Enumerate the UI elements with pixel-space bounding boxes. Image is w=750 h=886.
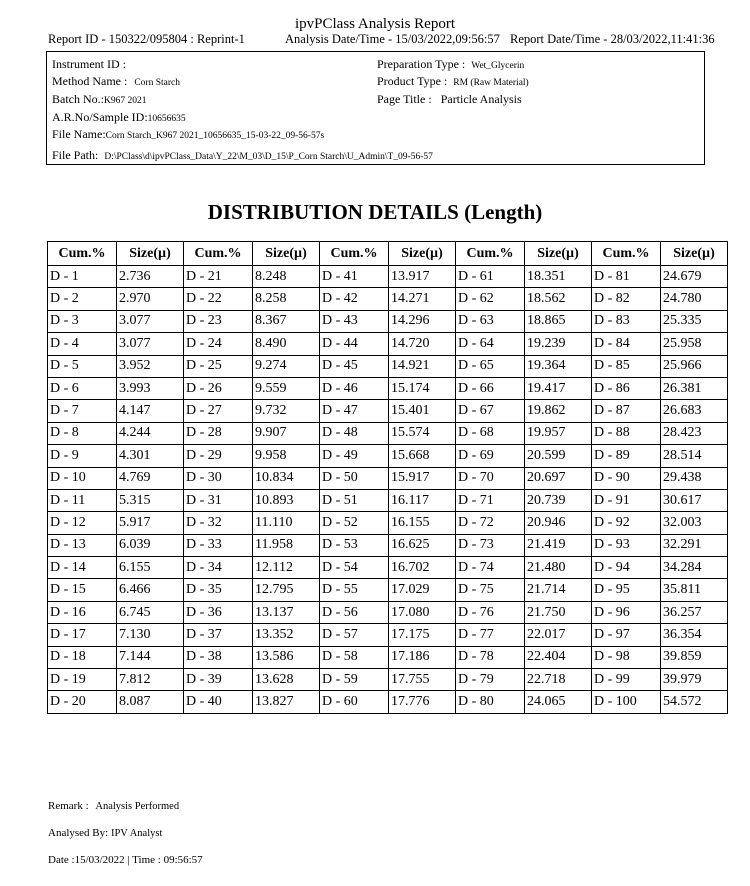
size-cell: 13.917 — [389, 266, 456, 288]
table-row — [48, 467, 728, 489]
size-cell: 19.364 — [525, 355, 592, 377]
size-cell: 22.718 — [525, 669, 592, 691]
size-cell: 7.130 — [117, 624, 184, 646]
table-row — [48, 624, 728, 646]
cum-percent-cell: D - 6 — [48, 377, 117, 399]
cum-percent-cell: D - 83 — [592, 310, 661, 332]
table-row — [48, 355, 728, 377]
cum-percent-cell: D - 37 — [184, 624, 253, 646]
column-header: Cum.% — [184, 242, 253, 266]
size-cell: 4.147 — [117, 400, 184, 422]
table-row — [48, 601, 728, 623]
sample-id-row — [52, 110, 186, 126]
size-cell: 17.175 — [389, 624, 456, 646]
column-header: Size(µ) — [253, 242, 320, 266]
preparation-type-value: Wet_Glycerin — [471, 61, 525, 71]
batch-no-row — [52, 92, 147, 108]
size-cell: 28.514 — [661, 445, 728, 467]
cum-percent-cell: D - 15 — [48, 579, 117, 601]
size-cell: 21.714 — [525, 579, 592, 601]
cum-percent-cell: D - 22 — [184, 288, 253, 310]
method-name-row — [52, 74, 180, 90]
cum-percent-cell: D - 41 — [320, 266, 389, 288]
remark-label: Remark : — [48, 800, 89, 812]
cum-percent-cell: D - 19 — [48, 669, 117, 691]
size-cell: 18.351 — [525, 266, 592, 288]
size-cell: 15.668 — [389, 445, 456, 467]
cum-percent-cell: D - 17 — [48, 624, 117, 646]
cum-percent-cell: D - 42 — [320, 288, 389, 310]
distribution-table — [47, 241, 728, 714]
cum-percent-cell: D - 82 — [592, 288, 661, 310]
analysed-by-row — [48, 826, 162, 841]
size-cell: 24.780 — [661, 288, 728, 310]
size-cell: 6.466 — [117, 579, 184, 601]
analysed-by-value: IPV Analyst — [110, 828, 163, 839]
size-cell: 5.315 — [117, 489, 184, 511]
size-cell: 8.258 — [253, 288, 320, 310]
size-cell: 20.697 — [525, 467, 592, 489]
size-cell: 20.599 — [525, 445, 592, 467]
cum-percent-cell: D - 1 — [48, 266, 117, 288]
size-cell: 13.352 — [253, 624, 320, 646]
table-row — [48, 646, 728, 668]
table-row — [48, 557, 728, 579]
product-type-label: Product Type : — [377, 74, 448, 88]
cum-percent-cell: D - 20 — [48, 691, 117, 713]
size-cell: 9.907 — [253, 422, 320, 444]
cum-percent-cell: D - 9 — [48, 445, 117, 467]
cum-percent-cell: D - 90 — [592, 467, 661, 489]
page-title-row — [377, 92, 522, 106]
table-row — [48, 669, 728, 691]
report-id: Report ID - 150322/095804 : Reprint-1 — [48, 32, 245, 46]
cum-percent-cell: D - 10 — [48, 467, 117, 489]
cum-percent-cell: D - 74 — [456, 557, 525, 579]
cum-percent-cell: D - 27 — [184, 400, 253, 422]
remark-row — [48, 799, 179, 814]
size-cell: 7.812 — [117, 669, 184, 691]
cum-percent-cell: D - 52 — [320, 512, 389, 534]
report-title: ipvPClass Analysis Report — [294, 16, 455, 32]
size-cell: 22.017 — [525, 624, 592, 646]
cum-percent-cell: D - 8 — [48, 422, 117, 444]
size-cell: 22.404 — [525, 646, 592, 668]
product-type-row — [377, 74, 529, 90]
remark-value: Analysis Performed — [95, 801, 180, 812]
report-datetime: Report Date/Time - 28/03/2022,11:41:36 — [510, 32, 715, 46]
size-cell: 11.958 — [253, 534, 320, 556]
cum-percent-cell: D - 95 — [592, 579, 661, 601]
cum-percent-cell: D - 43 — [320, 310, 389, 332]
file-name-label: File Name: — [52, 127, 106, 141]
cum-percent-cell: D - 56 — [320, 601, 389, 623]
cum-percent-cell: D - 62 — [456, 288, 525, 310]
cum-percent-cell: D - 77 — [456, 624, 525, 646]
cum-percent-cell: D - 35 — [184, 579, 253, 601]
size-cell: 35.811 — [661, 579, 728, 601]
size-cell: 26.683 — [661, 400, 728, 422]
size-cell: 21.480 — [525, 557, 592, 579]
cum-percent-cell: D - 63 — [456, 310, 525, 332]
cum-percent-cell: D - 94 — [592, 557, 661, 579]
size-cell: 9.732 — [253, 400, 320, 422]
cum-percent-cell: D - 23 — [184, 310, 253, 332]
cum-percent-cell: D - 99 — [592, 669, 661, 691]
size-cell: 39.859 — [661, 646, 728, 668]
size-cell: 9.559 — [253, 377, 320, 399]
size-cell: 17.755 — [389, 669, 456, 691]
date-time-row: Date :15/03/2022 | Time : 09:56:57 — [48, 854, 203, 866]
size-cell: 13.586 — [253, 646, 320, 668]
size-cell: 29.438 — [661, 467, 728, 489]
size-cell: 3.952 — [117, 355, 184, 377]
file-path-label: File Path: — [52, 148, 99, 162]
cum-percent-cell: D - 48 — [320, 422, 389, 444]
size-cell: 19.862 — [525, 400, 592, 422]
size-cell: 8.490 — [253, 333, 320, 355]
cum-percent-cell: D - 39 — [184, 669, 253, 691]
sample-id-label: A.R.No/Sample ID: — [52, 110, 148, 124]
cum-percent-cell: D - 79 — [456, 669, 525, 691]
file-path-value: D:\PClass\d\ipvPClass_Data\Y_22\M_03\D_15\P_Corn Starch\U_Admin\T_09-56-57 — [104, 152, 433, 162]
size-cell: 9.958 — [253, 445, 320, 467]
size-cell: 19.417 — [525, 377, 592, 399]
size-cell: 28.423 — [661, 422, 728, 444]
cum-percent-cell: D - 86 — [592, 377, 661, 399]
size-cell: 19.957 — [525, 422, 592, 444]
cum-percent-cell: D - 34 — [184, 557, 253, 579]
size-cell: 32.291 — [661, 534, 728, 556]
method-name-value: Corn Starch — [134, 78, 180, 88]
cum-percent-cell: D - 98 — [592, 646, 661, 668]
table-row — [48, 579, 728, 601]
table-row — [48, 310, 728, 332]
size-cell: 4.244 — [117, 422, 184, 444]
size-cell: 16.117 — [389, 489, 456, 511]
cum-percent-cell: D - 85 — [592, 355, 661, 377]
size-cell: 4.301 — [117, 445, 184, 467]
cum-percent-cell: D - 84 — [592, 333, 661, 355]
size-cell: 26.381 — [661, 377, 728, 399]
cum-percent-cell: D - 66 — [456, 377, 525, 399]
cum-percent-cell: D - 31 — [184, 489, 253, 511]
analysed-by-label: Analysed By: — [48, 827, 109, 839]
cum-percent-cell: D - 64 — [456, 333, 525, 355]
cum-percent-cell: D - 55 — [320, 579, 389, 601]
preparation-type-label: Preparation Type : — [377, 57, 466, 71]
table-header-row — [48, 242, 728, 266]
column-header: Cum.% — [320, 242, 389, 266]
size-cell: 17.080 — [389, 601, 456, 623]
cum-percent-cell: D - 13 — [48, 534, 117, 556]
size-cell: 6.155 — [117, 557, 184, 579]
table-row — [48, 266, 728, 288]
size-cell: 4.769 — [117, 467, 184, 489]
cum-percent-cell: D - 53 — [320, 534, 389, 556]
size-cell: 15.174 — [389, 377, 456, 399]
size-cell: 25.966 — [661, 355, 728, 377]
size-cell: 25.335 — [661, 310, 728, 332]
column-header: Cum.% — [592, 242, 661, 266]
cum-percent-cell: D - 97 — [592, 624, 661, 646]
size-cell: 17.776 — [389, 691, 456, 713]
size-cell: 18.865 — [525, 310, 592, 332]
size-cell: 3.077 — [117, 333, 184, 355]
analysis-datetime: Analysis Date/Time - 15/03/2022,09:56:57 — [285, 32, 500, 46]
size-cell: 16.155 — [389, 512, 456, 534]
size-cell: 30.617 — [661, 489, 728, 511]
cum-percent-cell: D - 93 — [592, 534, 661, 556]
cum-percent-cell: D - 80 — [456, 691, 525, 713]
size-cell: 14.296 — [389, 310, 456, 332]
cum-percent-cell: D - 47 — [320, 400, 389, 422]
cum-percent-cell: D - 88 — [592, 422, 661, 444]
size-cell: 7.144 — [117, 646, 184, 668]
file-path-row — [52, 148, 433, 164]
cum-percent-cell: D - 7 — [48, 400, 117, 422]
size-cell: 21.750 — [525, 601, 592, 623]
cum-percent-cell: D - 5 — [48, 355, 117, 377]
cum-percent-cell: D - 14 — [48, 557, 117, 579]
size-cell: 21.419 — [525, 534, 592, 556]
cum-percent-cell: D - 25 — [184, 355, 253, 377]
method-name-label: Method Name : — [52, 74, 128, 88]
table-row — [48, 422, 728, 444]
cum-percent-cell: D - 58 — [320, 646, 389, 668]
size-cell: 13.628 — [253, 669, 320, 691]
cum-percent-cell: D - 40 — [184, 691, 253, 713]
size-cell: 16.625 — [389, 534, 456, 556]
cum-percent-cell: D - 29 — [184, 445, 253, 467]
size-cell: 24.679 — [661, 266, 728, 288]
page-title-value: Particle Analysis — [440, 92, 522, 106]
cum-percent-cell: D - 81 — [592, 266, 661, 288]
cum-percent-cell: D - 69 — [456, 445, 525, 467]
cum-percent-cell: D - 61 — [456, 266, 525, 288]
size-cell: 39.979 — [661, 669, 728, 691]
size-cell: 8.087 — [117, 691, 184, 713]
size-cell: 2.736 — [117, 266, 184, 288]
size-cell: 14.921 — [389, 355, 456, 377]
cum-percent-cell: D - 89 — [592, 445, 661, 467]
table-body — [48, 266, 728, 714]
cum-percent-cell: D - 32 — [184, 512, 253, 534]
cum-percent-cell: D - 2 — [48, 288, 117, 310]
cum-percent-cell: D - 44 — [320, 333, 389, 355]
size-cell: 15.401 — [389, 400, 456, 422]
cum-percent-cell: D - 30 — [184, 467, 253, 489]
cum-percent-cell: D - 75 — [456, 579, 525, 601]
size-cell: 18.562 — [525, 288, 592, 310]
size-cell: 9.274 — [253, 355, 320, 377]
cum-percent-cell: D - 67 — [456, 400, 525, 422]
cum-percent-cell: D - 45 — [320, 355, 389, 377]
cum-percent-cell: D - 54 — [320, 557, 389, 579]
size-cell: 14.720 — [389, 333, 456, 355]
cum-percent-cell: D - 76 — [456, 601, 525, 623]
cum-percent-cell: D - 92 — [592, 512, 661, 534]
cum-percent-cell: D - 38 — [184, 646, 253, 668]
cum-percent-cell: D - 70 — [456, 467, 525, 489]
size-cell: 17.029 — [389, 579, 456, 601]
sample-id-value: 10656635 — [147, 114, 186, 124]
file-name-value: Corn Starch_K967 2021_10656635_15-03-22_09-56-57s — [105, 131, 325, 141]
batch-no-value: K967 2021 — [104, 96, 147, 106]
column-header: Size(µ) — [389, 242, 456, 266]
size-cell: 2.970 — [117, 288, 184, 310]
instrument-id-label: Instrument ID : — [52, 57, 126, 71]
product-type-value: RM (Raw Material) — [453, 78, 529, 88]
cum-percent-cell: D - 24 — [184, 333, 253, 355]
section-title: DISTRIBUTION DETAILS (Length) — [207, 200, 543, 224]
column-header: Size(µ) — [525, 242, 592, 266]
table-row — [48, 691, 728, 713]
cum-percent-cell: D - 50 — [320, 467, 389, 489]
size-cell: 3.077 — [117, 310, 184, 332]
size-cell: 14.271 — [389, 288, 456, 310]
column-header: Cum.% — [48, 242, 117, 266]
cum-percent-cell: D - 11 — [48, 489, 117, 511]
cum-percent-cell: D - 78 — [456, 646, 525, 668]
cum-percent-cell: D - 46 — [320, 377, 389, 399]
cum-percent-cell: D - 36 — [184, 601, 253, 623]
size-cell: 10.893 — [253, 489, 320, 511]
table-row — [48, 445, 728, 467]
cum-percent-cell: D - 60 — [320, 691, 389, 713]
info-box — [46, 51, 705, 165]
cum-percent-cell: D - 16 — [48, 601, 117, 623]
size-cell: 12.112 — [253, 557, 320, 579]
cum-percent-cell: D - 21 — [184, 266, 253, 288]
size-cell: 32.003 — [661, 512, 728, 534]
size-cell: 6.039 — [117, 534, 184, 556]
cum-percent-cell: D - 73 — [456, 534, 525, 556]
cum-percent-cell: D - 59 — [320, 669, 389, 691]
table-row — [48, 400, 728, 422]
size-cell: 20.739 — [525, 489, 592, 511]
table-row — [48, 489, 728, 511]
cum-percent-cell: D - 57 — [320, 624, 389, 646]
size-cell: 19.239 — [525, 333, 592, 355]
cum-percent-cell: D - 87 — [592, 400, 661, 422]
file-name-row — [52, 127, 324, 143]
cum-percent-cell: D - 65 — [456, 355, 525, 377]
cum-percent-cell: D - 100 — [592, 691, 661, 713]
table-row — [48, 534, 728, 556]
column-header: Size(µ) — [117, 242, 184, 266]
size-cell: 25.958 — [661, 333, 728, 355]
column-header: Cum.% — [456, 242, 525, 266]
size-cell: 16.702 — [389, 557, 456, 579]
size-cell: 13.137 — [253, 601, 320, 623]
cum-percent-cell: D - 12 — [48, 512, 117, 534]
batch-no-label: Batch No.: — [52, 92, 104, 106]
size-cell: 36.257 — [661, 601, 728, 623]
size-cell: 17.186 — [389, 646, 456, 668]
size-cell: 6.745 — [117, 601, 184, 623]
size-cell: 13.827 — [253, 691, 320, 713]
preparation-type-row — [377, 57, 524, 73]
cum-percent-cell: D - 18 — [48, 646, 117, 668]
size-cell: 15.917 — [389, 467, 456, 489]
cum-percent-cell: D - 51 — [320, 489, 389, 511]
size-cell: 54.572 — [661, 691, 728, 713]
size-cell: 8.248 — [253, 266, 320, 288]
cum-percent-cell: D - 33 — [184, 534, 253, 556]
column-header: Size(µ) — [661, 242, 728, 266]
page-title-label: Page Title : — [377, 92, 432, 106]
size-cell: 24.065 — [525, 691, 592, 713]
cum-percent-cell: D - 28 — [184, 422, 253, 444]
size-cell: 5.917 — [117, 512, 184, 534]
table-row — [48, 288, 728, 310]
cum-percent-cell: D - 4 — [48, 333, 117, 355]
table-row — [48, 512, 728, 534]
size-cell: 11.110 — [253, 512, 320, 534]
size-cell: 3.993 — [117, 377, 184, 399]
size-cell: 20.946 — [525, 512, 592, 534]
size-cell: 36.354 — [661, 624, 728, 646]
cum-percent-cell: D - 3 — [48, 310, 117, 332]
cum-percent-cell: D - 96 — [592, 601, 661, 623]
size-cell: 15.574 — [389, 422, 456, 444]
cum-percent-cell: D - 71 — [456, 489, 525, 511]
size-cell: 12.795 — [253, 579, 320, 601]
cum-percent-cell: D - 72 — [456, 512, 525, 534]
size-cell: 10.834 — [253, 467, 320, 489]
instrument-id-row — [52, 57, 126, 73]
cum-percent-cell: D - 49 — [320, 445, 389, 467]
table-row — [48, 377, 728, 399]
table-row — [48, 333, 728, 355]
size-cell: 34.284 — [661, 557, 728, 579]
cum-percent-cell: D - 26 — [184, 377, 253, 399]
cum-percent-cell: D - 91 — [592, 489, 661, 511]
cum-percent-cell: D - 68 — [456, 422, 525, 444]
size-cell: 8.367 — [253, 310, 320, 332]
